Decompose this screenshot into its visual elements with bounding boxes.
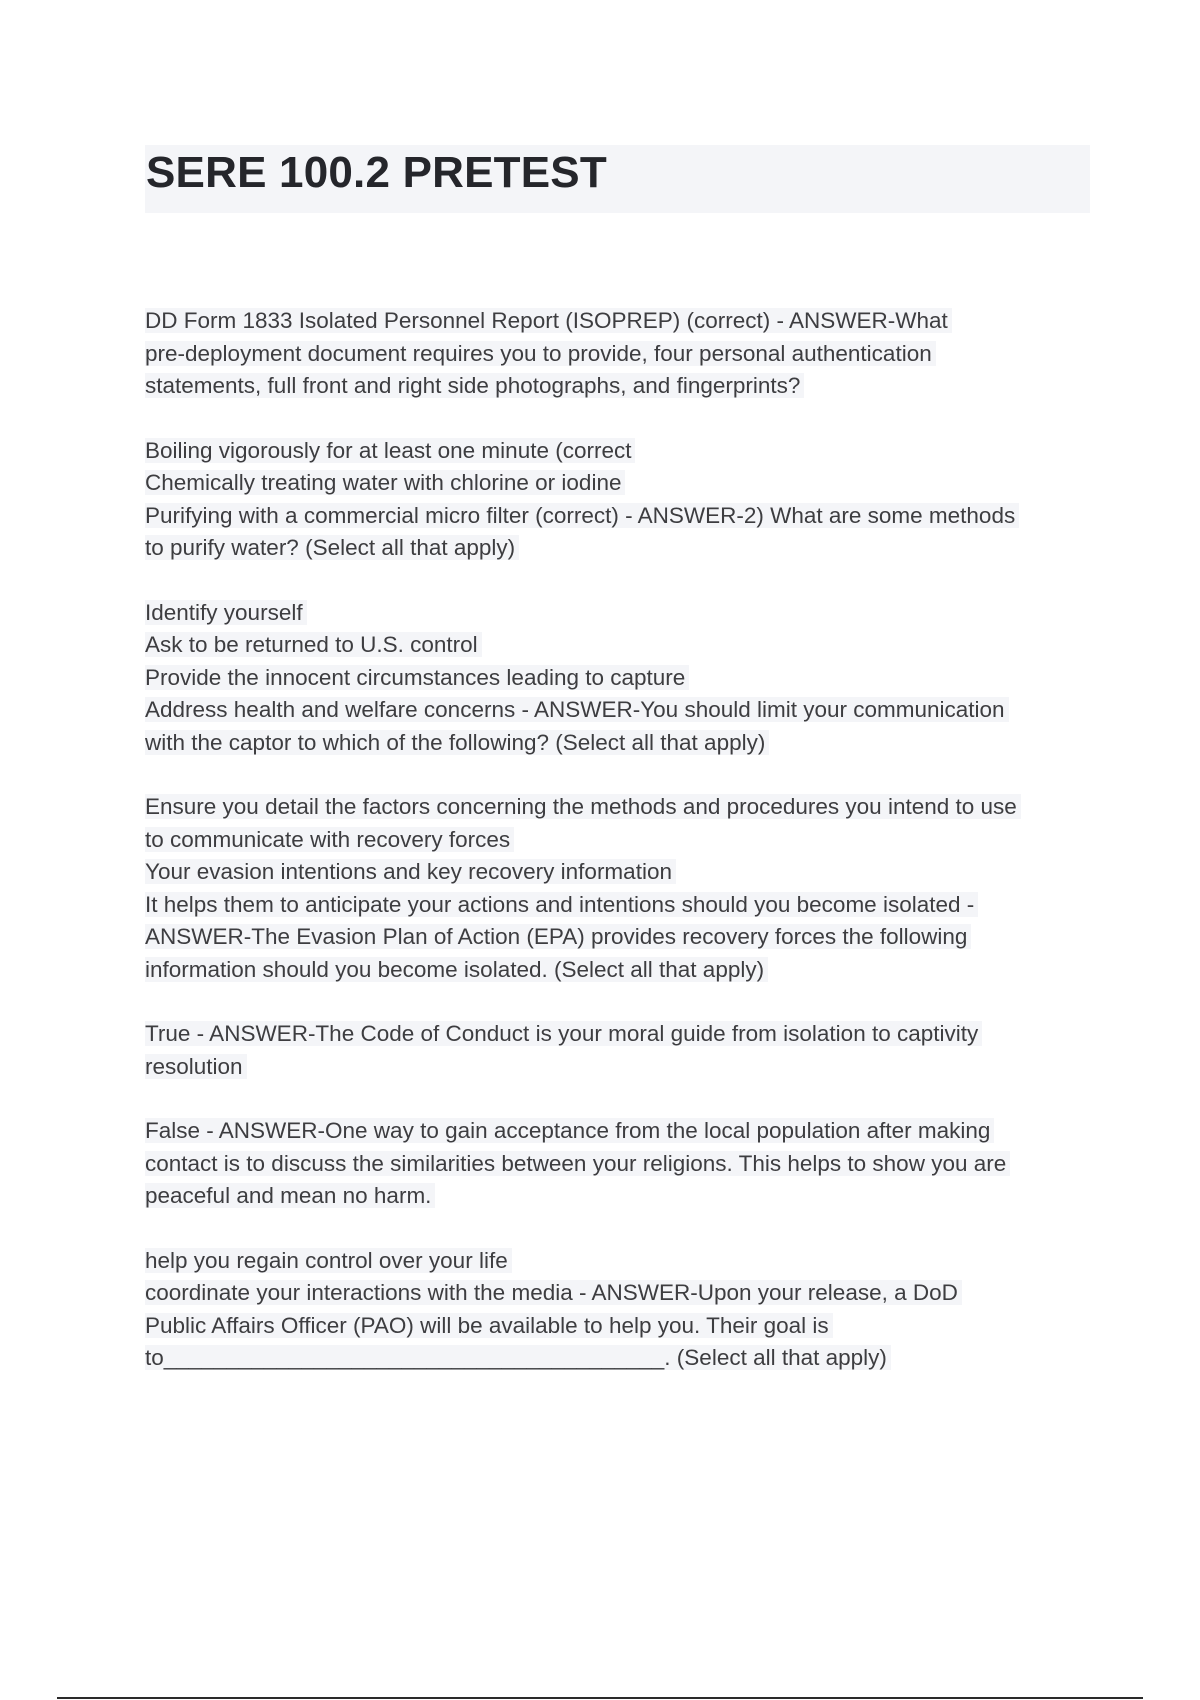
text-line: Boiling vigorously for at least one minute (correct xyxy=(145,438,635,463)
qa-block-purify-water xyxy=(145,435,1095,565)
text-line: Provide the innocent circumstances leading to capture xyxy=(145,665,689,690)
text-line: Public Affairs Officer (PAO) will be available to help you. Their goal is xyxy=(145,1313,833,1338)
qa-block-code-of-conduct xyxy=(145,1018,1095,1083)
text-line: ANSWER-The Evasion Plan of Action (EPA) provides recovery forces the following xyxy=(145,924,971,949)
text-line: Purifying with a commercial micro filter (correct) - ANSWER-2) What are some methods xyxy=(145,503,1019,528)
text-line: to purify water? (Select all that apply) xyxy=(145,535,519,560)
page-bottom-rule xyxy=(57,1697,1143,1699)
page-title: SERE 100.2 PRETEST xyxy=(146,148,607,197)
qa-block-public-affairs xyxy=(145,1245,1095,1375)
text-line: True - ANSWER-The Code of Conduct is your moral guide from isolation to captivity xyxy=(145,1021,982,1046)
text-line: to________________________________________. (Select all that apply) xyxy=(145,1345,891,1370)
text-line: help you regain control over your life xyxy=(145,1248,512,1273)
text-line: information should you become isolated. (Select all that apply) xyxy=(145,957,768,982)
text-line: Ensure you detail the factors concerning the methods and procedures you intend to use xyxy=(145,794,1021,819)
qa-block-captor-communication xyxy=(145,597,1095,760)
text-line: Chemically treating water with chlorine or iodine xyxy=(145,470,625,495)
text-line: Address health and welfare concerns - ANSWER-You should limit your communication xyxy=(145,697,1009,722)
text-line: Identify yourself xyxy=(145,600,307,625)
text-line: to communicate with recovery forces xyxy=(145,827,514,852)
text-line: statements, full front and right side photographs, and fingerprints? xyxy=(145,373,804,398)
text-line: DD Form 1833 Isolated Personnel Report (ISOPREP) (correct) - ANSWER-What xyxy=(145,308,952,333)
text-line: resolution xyxy=(145,1054,247,1079)
qa-block-evasion-plan xyxy=(145,791,1095,986)
text-line: False - ANSWER-One way to gain acceptance from the local population after making xyxy=(145,1118,994,1143)
text-line: pre-deployment document requires you to provide, four personal authentication xyxy=(145,341,936,366)
document-body xyxy=(145,305,1095,1407)
text-line: coordinate your interactions with the media - ANSWER-Upon your release, a DoD xyxy=(145,1280,962,1305)
qa-block-local-population xyxy=(145,1115,1095,1213)
text-line: peaceful and mean no harm. xyxy=(145,1183,435,1208)
text-line: contact is to discuss the similarities between your religions. This helps to show you are xyxy=(145,1151,1010,1176)
text-line: It helps them to anticipate your actions and intentions should you become isolated - xyxy=(145,892,978,917)
text-line: Your evasion intentions and key recovery information xyxy=(145,859,676,884)
text-line: Ask to be returned to U.S. control xyxy=(145,632,482,657)
qa-block-isoprep xyxy=(145,305,1095,403)
text-line: with the captor to which of the following? (Select all that apply) xyxy=(145,730,769,755)
